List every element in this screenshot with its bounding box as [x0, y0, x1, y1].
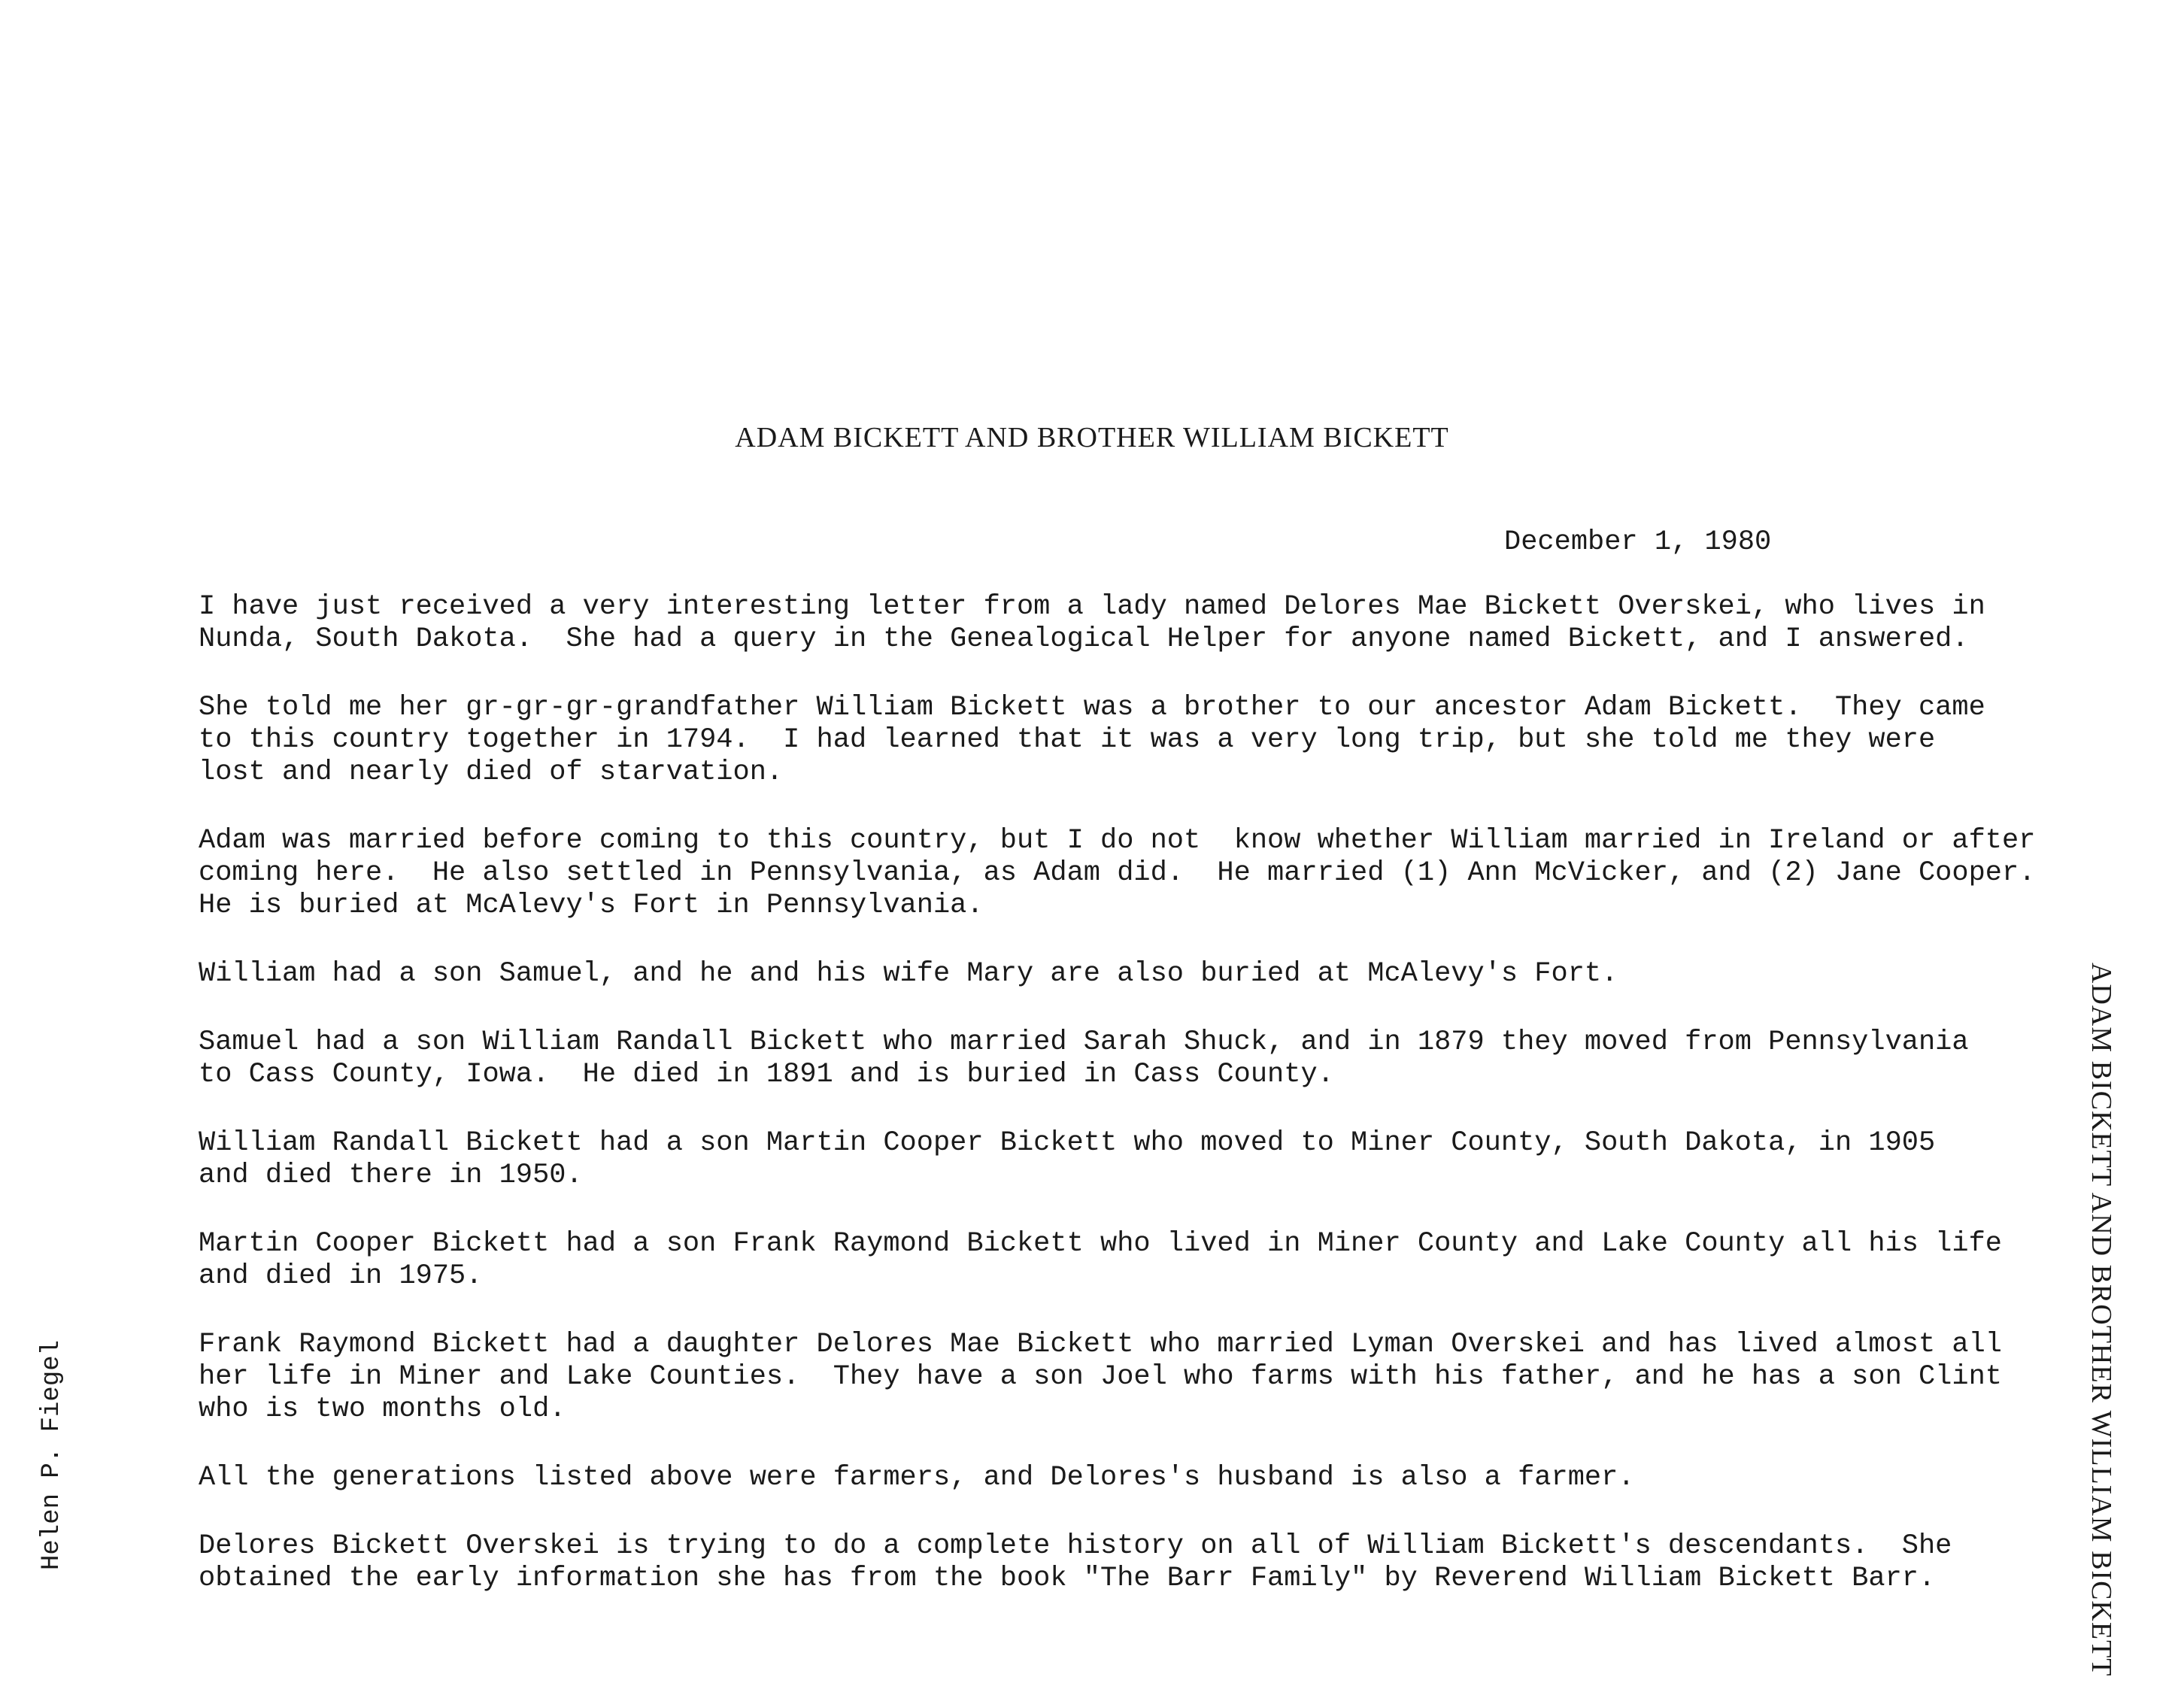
text-line: Frank Raymond Bickett had a daughter Delores Mae Bickett who married Lyman Overskei and has lived almost all — [199, 1329, 2002, 1360]
margin-title-vertical: ADAM BICKETT AND BROTHER WILLIAM BICKETT — [2085, 963, 2117, 1677]
paragraph — [199, 1228, 2049, 1293]
paragraph — [199, 1530, 2049, 1595]
text-line: William Randall Bickett had a son Martin Cooper Bickett who moved to Miner County, South Dakota, in 1905 — [199, 1127, 1936, 1159]
text-line: I have just received a very interesting letter from a lady named Delores Mae Bickett Overskei, who lives in — [199, 591, 1985, 623]
paragraph — [199, 1026, 2049, 1091]
text-line: and died there in 1950. — [199, 1160, 583, 1191]
text-line: She told me her gr-gr-gr-grandfather William Bickett was a brother to our ancestor Adam Bickett. They came — [199, 692, 1985, 723]
paragraph — [199, 825, 2049, 922]
letter-body — [199, 591, 2049, 1631]
text-line: to Cass County, Iowa. He died in 1891 and is buried in Cass County. — [199, 1059, 1334, 1090]
paragraph — [199, 958, 2049, 990]
text-line: Adam was married before coming to this country, but I do not know whether William married in Ireland or after — [199, 825, 2036, 857]
text-line: Nunda, South Dakota. She had a query in the Genealogical Helper for anyone named Bickett, and I answered. — [199, 623, 1969, 655]
text-line: All the generations listed above were farmers, and Delores's husband is also a farmer. — [199, 1462, 1635, 1493]
text-line: who is two months old. — [199, 1393, 566, 1425]
text-line: to this country together in 1794. I had learned that it was a very long trip, but she told me they were — [199, 724, 1936, 756]
paragraph — [199, 591, 2049, 656]
text-line: Samuel had a son William Randall Bickett who married Sarah Shuck, and in 1879 they moved from Pennsylvania — [199, 1026, 1969, 1058]
text-line: Delores Bickett Overskei is trying to do a complete history on all of William Bickett's descendants. She — [199, 1530, 1952, 1562]
text-line: her life in Miner and Lake Counties. They have a son Joel who farms with his father, and he has a son Clint — [199, 1361, 2002, 1393]
text-line: William had a son Samuel, and he and his wife Mary are also buried at McAlevy's Fort. — [199, 958, 1618, 990]
text-line: obtained the early information she has from the book "The Barr Family" by Reverend William Bickett Barr. — [199, 1563, 1936, 1594]
document-date: December 1, 1980 — [1504, 526, 1772, 558]
text-line: Martin Cooper Bickett had a son Frank Raymond Bickett who lived in Miner County and Lake County all his life — [199, 1228, 2002, 1260]
text-line: He is buried at McAlevy's Fort in Pennsylvania. — [199, 890, 984, 921]
text-line: coming here. He also settled in Pennsylvania, as Adam did. He married (1) Ann McVicker, and (2) Jane Cooper. — [199, 857, 2036, 889]
text-line: lost and nearly died of starvation. — [199, 757, 784, 788]
paragraph — [199, 1127, 2049, 1192]
paragraph — [199, 692, 2049, 789]
text-line: and died in 1975. — [199, 1260, 483, 1292]
paragraph — [199, 1329, 2049, 1426]
author-name-vertical: Helen P. Fiegel — [38, 1339, 66, 1570]
paragraph — [199, 1462, 2049, 1494]
document-title: ADAM BICKETT AND BROTHER WILLIAM BICKETT — [735, 422, 1449, 453]
